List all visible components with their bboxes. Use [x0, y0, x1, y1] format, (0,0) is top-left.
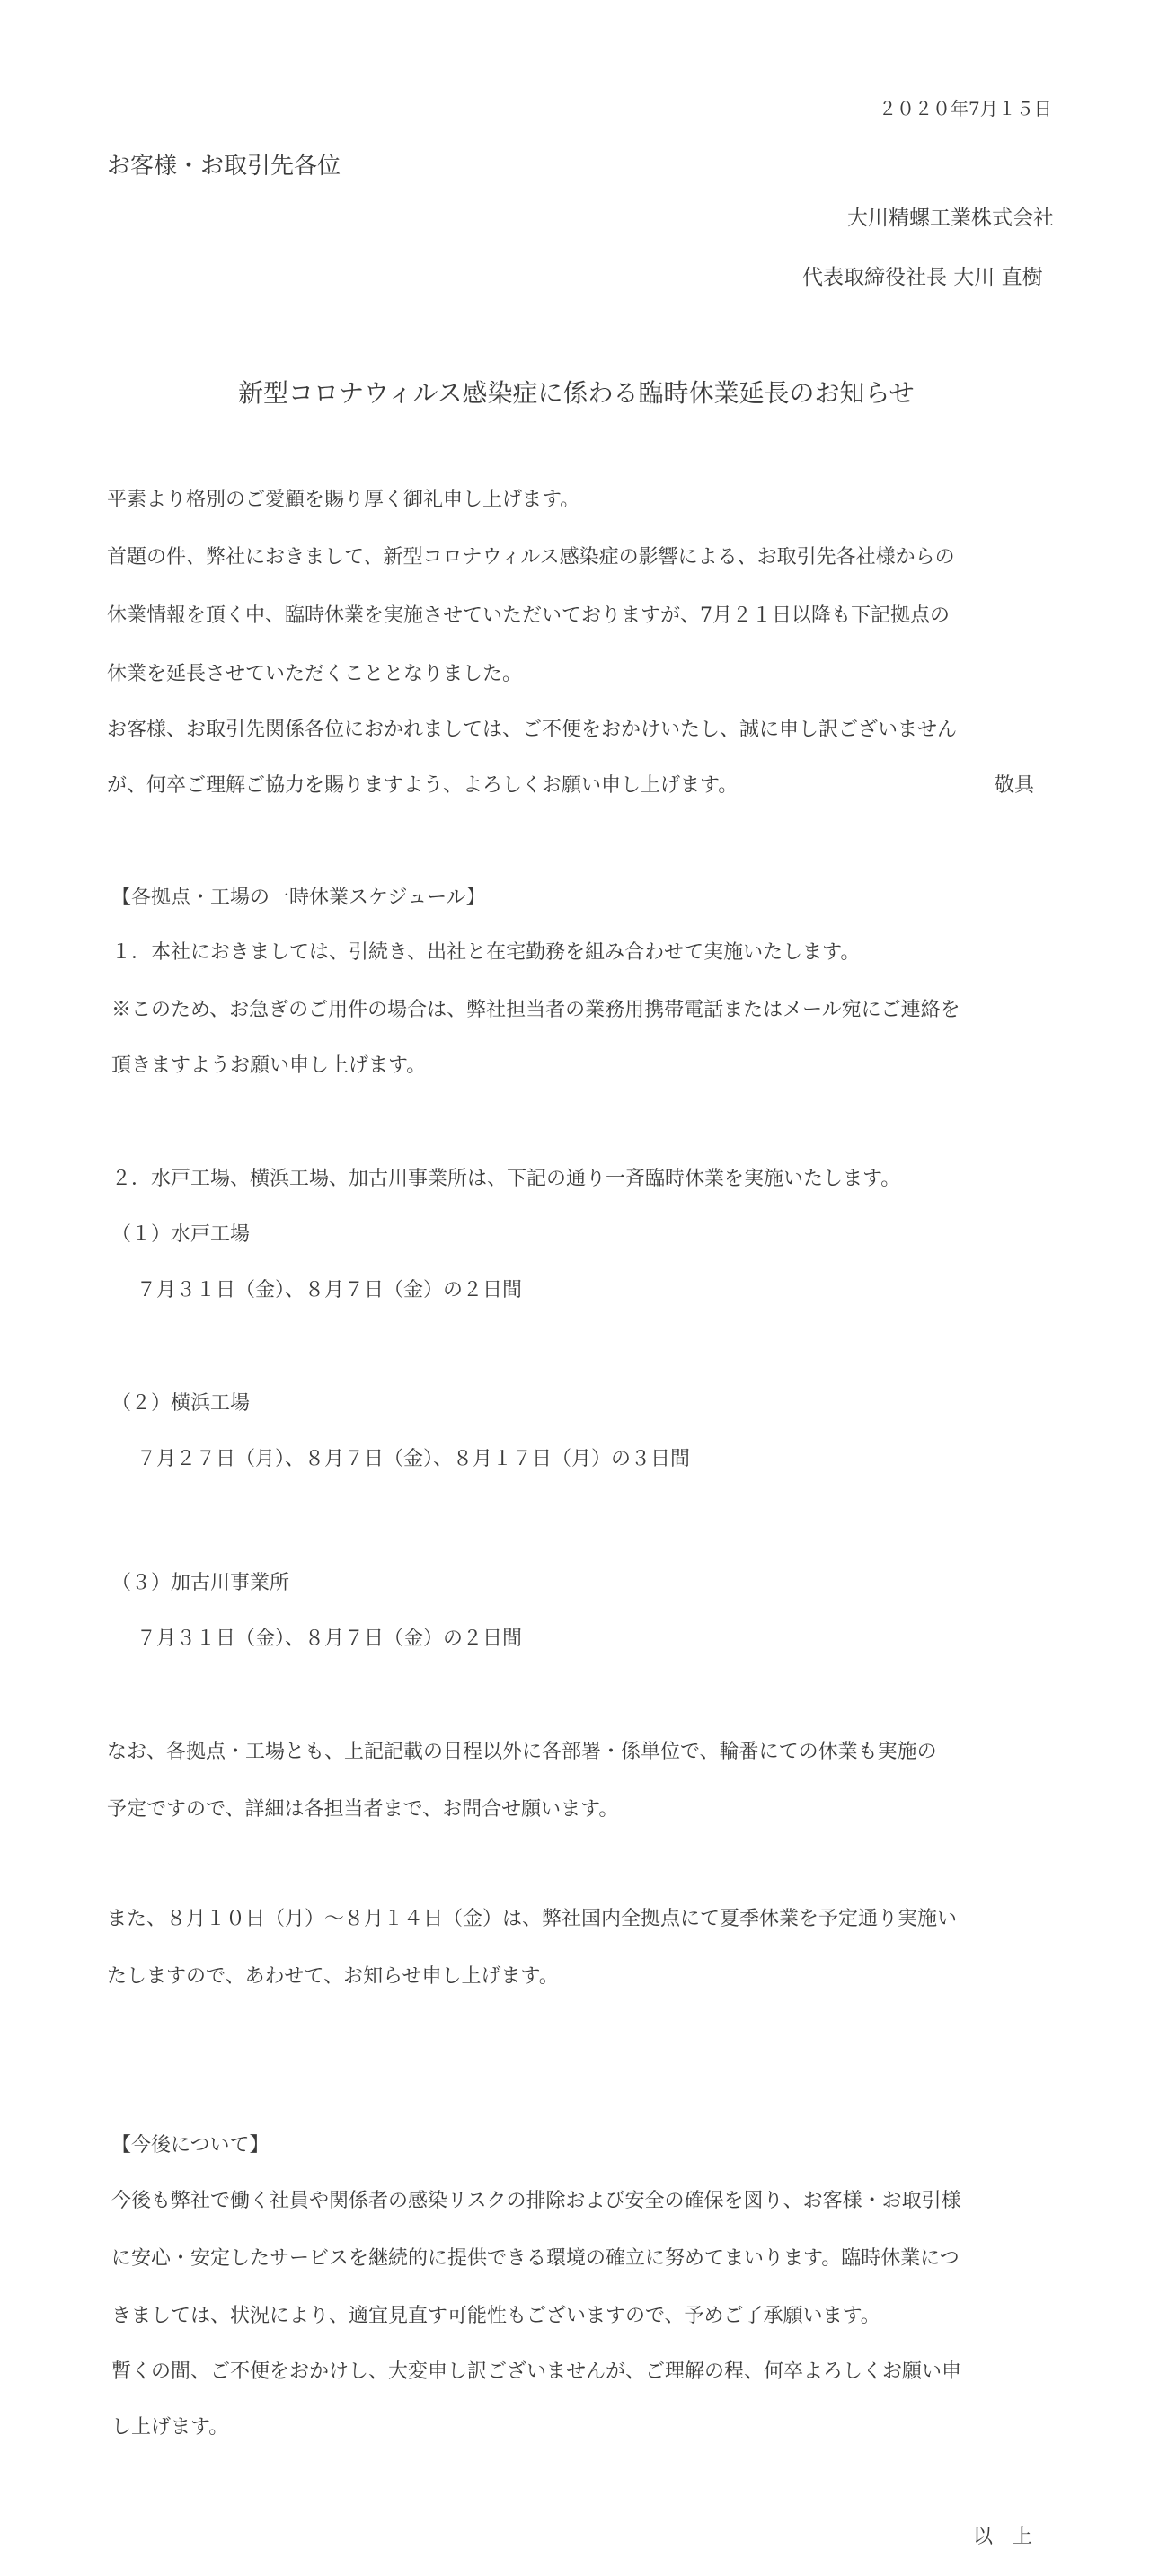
site-name: （３）加古川事業所 [111, 1572, 290, 1594]
schedule-heading: 【各拠点・工場の一時休業スケジュール】 [111, 887, 486, 909]
keigu: 敬具 [995, 774, 1035, 797]
schedule-item-1: １．本社におきましては、引続き、出社と在宅勤務を組み合わせて実施いたします。 [111, 941, 861, 964]
schedule-item-2: ２．水戸工場、横浜工場、加古川事業所は、下記の通り一斉臨時休業を実施いたします。 [111, 1168, 901, 1190]
company-name: 大川精螺工業株式会社 [847, 207, 1054, 230]
future-line: 今後も弊社で働く社員や関係者の感染リスクの排除および安全の確保を図り、お客様・お取引様 [111, 2190, 961, 2212]
future-line: 暫くの間、ご不便をおかけし、大変申し訳ございませんが、ご理解の程、何卒よろしくお願い申 [111, 2360, 962, 2383]
addressee: お客様・お取引先各位 [107, 153, 341, 180]
future-heading: 【今後について】 [111, 2134, 270, 2157]
schedule-note: 頂きますようお願い申し上げます。 [111, 1054, 427, 1077]
body-line: お客様、お取引先関係各位におかれましては、ご不便をおかけいたし、誠に申し訳ございません [107, 719, 958, 741]
site-name: （１）水戸工場 [111, 1223, 251, 1246]
future-line: し上げます。 [111, 2416, 229, 2439]
document-title: 新型コロナウィルス感染症に係わる臨時休業延長のお知らせ [238, 378, 915, 408]
schedule-note: ※このため、お急ぎのご用件の場合は、弊社担当者の業務用携帯電話またはメール宛にご連絡を [111, 999, 960, 1021]
rotation-note: なお、各拠点・工場とも、上記記載の日程以外に各部署・係単位で、輪番にての休業も実施の [107, 1741, 937, 1763]
future-line: に安心・安定したサービスを継続的に提供できる環境の確立に努めてまいります。臨時休業につ [111, 2247, 960, 2270]
site-dates: ７月３１日（金）、８月７日（金）の２日間 [137, 1279, 523, 1301]
body-line: が、何卒ご理解ご協力を賜りますよう、よろしくお願い申し上げます。 [107, 774, 739, 797]
site-name: （２）横浜工場 [111, 1392, 251, 1415]
body-line: 休業情報を頂く中、臨時休業を実施させていただいておりますが、7月２１日以降も下記拠点の [107, 604, 951, 627]
signatory: 代表取締役社長 大川 直樹 [802, 266, 1043, 289]
summer-note: たしますので、あわせて、お知らせ申し上げます。 [107, 1965, 559, 1988]
summer-note: また、８月１０日（月）～８月１４日（金）は、弊社国内全拠点にて夏季休業を予定通り実施い [107, 1908, 958, 1930]
document-date: ２０２０年7月１５日 [879, 98, 1052, 119]
body-line: 首題の件、弊社におきまして、新型コロナウィルス感染症の影響による、お取引先各社様からの [107, 546, 955, 569]
closing: 以 上 [973, 2526, 1033, 2548]
site-dates: ７月３１日（金）、８月７日（金）の２日間 [137, 1628, 523, 1650]
rotation-note: 予定ですので、詳細は各担当者まで、お問合せ願います。 [107, 1798, 619, 1821]
site-dates: ７月２７日（月）、８月７日（金）、８月１７日（月）の３日間 [137, 1448, 691, 1470]
future-line: きましては、状況により、適宜見直す可能性もございますので、予めご了承願います。 [111, 2305, 880, 2327]
body-line: 休業を延長させていただくこととなりました。 [107, 663, 523, 685]
greeting: 平素より格別のご愛顧を賜り厚く御礼申し上げます。 [107, 489, 580, 511]
